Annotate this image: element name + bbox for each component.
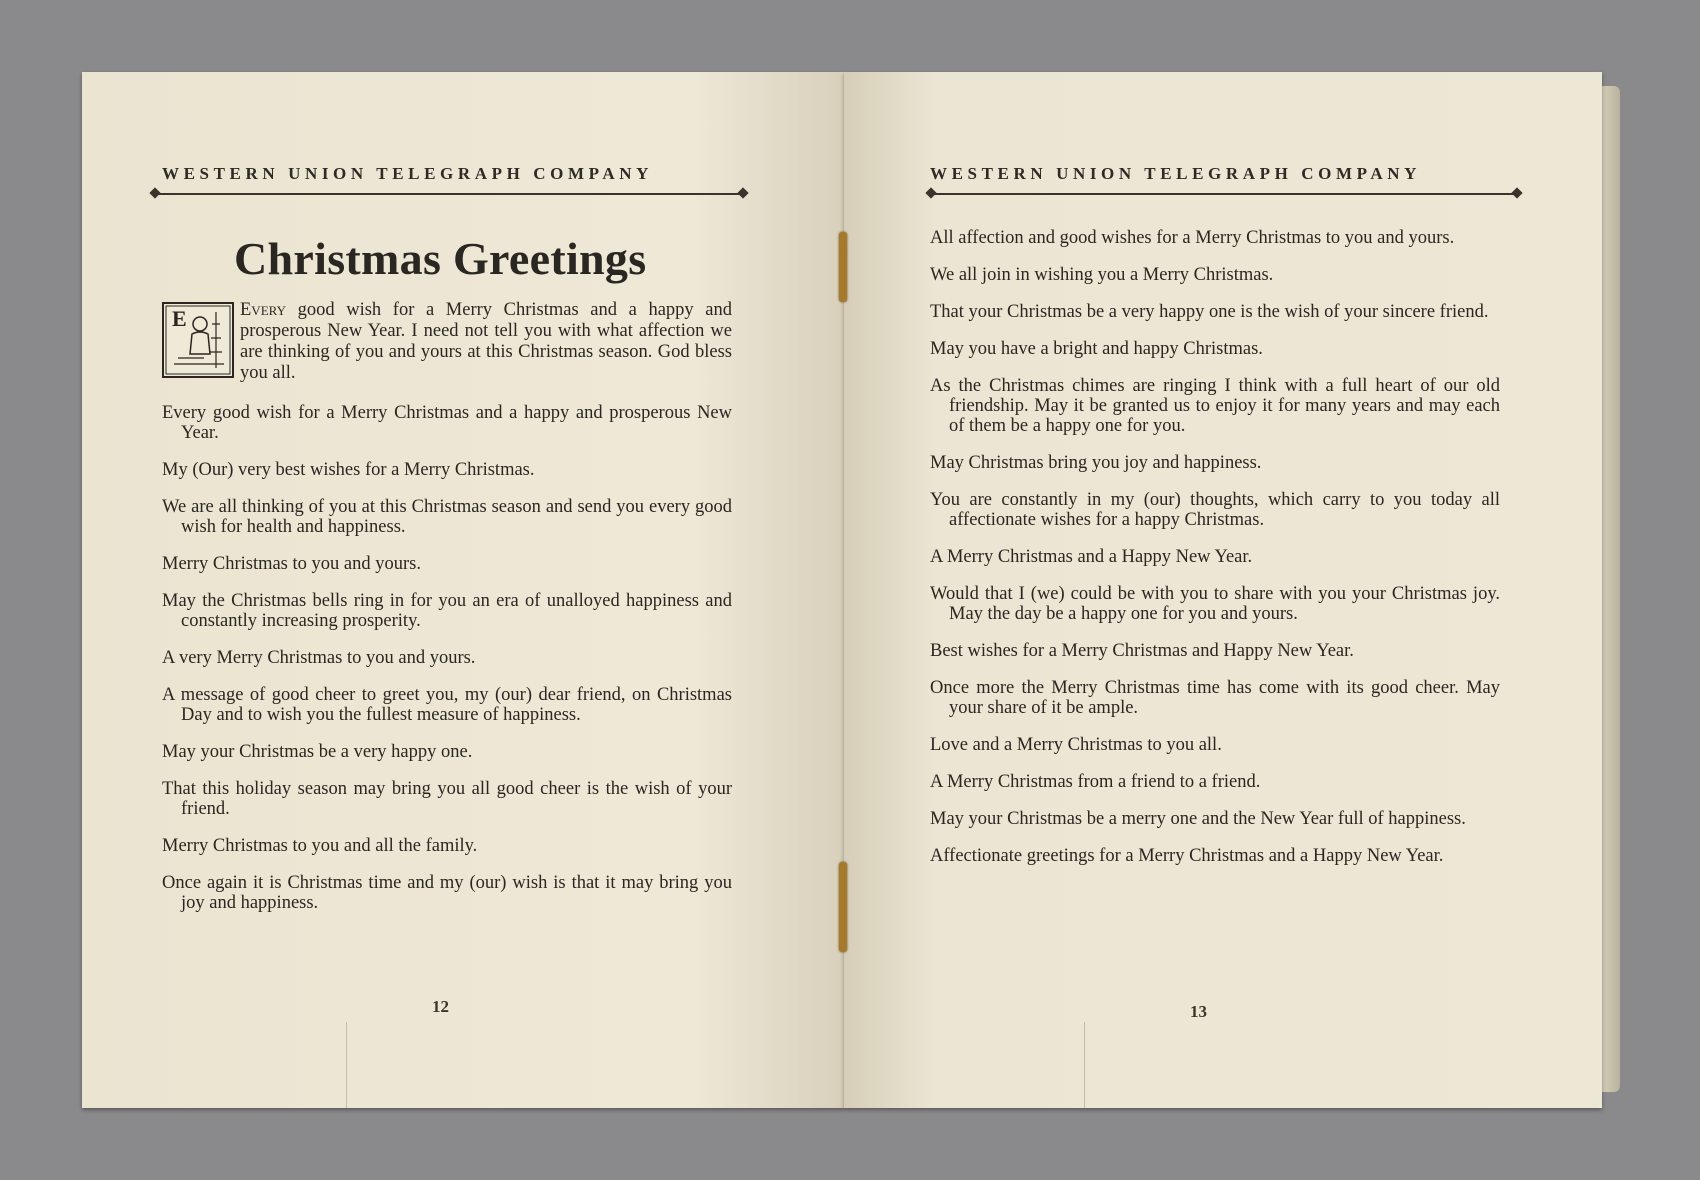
greeting-item: A Merry Christmas and a Happy New Year. <box>930 547 1253 567</box>
greeting-item: Merry Christmas to you and all the family. <box>162 836 478 856</box>
page-title: Christmas Greetings <box>234 233 647 284</box>
greeting-item: Once more the Merry Christmas time has come with its good cheer. May your share of it be ample. <box>930 678 1500 718</box>
greeting-item: A very Merry Christmas to you and yours. <box>162 648 476 668</box>
svg-text:E: E <box>172 306 187 331</box>
greeting-item: We all join in wishing you a Merry Christmas. <box>930 265 1274 285</box>
staple-bottom <box>839 862 847 952</box>
greeting-item: That this holiday season may bring you all good cheer is the wish of your friend. <box>162 779 732 819</box>
greeting-item: May Christmas bring you joy and happiness. <box>930 453 1262 473</box>
greeting-item: May the Christmas bells ring in for you an era of unalloyed happiness and constantly increasing prosperity. <box>162 591 732 631</box>
right-page <box>844 72 1602 1108</box>
greeting-item: Merry Christmas to you and yours. <box>162 554 421 574</box>
greeting-item: May your Christmas be a merry one and the New Year full of happiness. <box>930 809 1466 829</box>
greeting-item: May your Christmas be a very happy one. <box>162 742 473 762</box>
running-header: WESTERN UNION TELEGRAPH COMPANY <box>162 164 653 183</box>
greeting-item: Affectionate greetings for a Merry Christmas and a Happy New Year. <box>930 846 1444 866</box>
greetings-list <box>930 228 1500 883</box>
greeting-item: My (Our) very best wishes for a Merry Christmas. <box>162 460 535 480</box>
first-greeting-text: good wish for a Merry Christmas and a happy and prosperous New Year. I need not tell you with what affection we are thinking of you and yours at this Christmas season. God bless you all. <box>240 300 733 383</box>
header-rule <box>154 193 744 195</box>
greeting-item: That your Christmas be a very happy one is the wish of your sincere friend. <box>930 302 1489 322</box>
first-greeting <box>162 300 732 384</box>
greeting-item: A message of good cheer to greet you, my (our) dear friend, on Christmas Day and to wish you the fullest measure of happiness. <box>162 685 732 725</box>
greeting-item: May you have a bright and happy Christmas. <box>930 339 1263 359</box>
left-page <box>82 72 844 1108</box>
greeting-item: You are constantly in my (our) thoughts, which carry to you today all affectionate wishes for a happy Christmas. <box>930 490 1500 530</box>
greeting-item: We are all thinking of you at this Christmas season and send you every good wish for health and happiness. <box>162 497 732 537</box>
paper-crease <box>1084 1022 1085 1108</box>
drop-initial-word: Every <box>240 300 286 320</box>
paper-crease <box>346 1022 347 1108</box>
greeting-item: Every good wish for a Merry Christmas and a happy and prosperous New Year. <box>162 403 732 443</box>
open-booklet <box>82 72 1612 1108</box>
staple-top <box>839 232 847 302</box>
greeting-item: Would that I (we) could be with you to share with you your Christmas joy. May the day be a happy one for you and yours. <box>930 584 1500 624</box>
greetings-list <box>162 300 732 930</box>
greeting-item: A Merry Christmas from a friend to a friend. <box>930 772 1261 792</box>
greeting-item: All affection and good wishes for a Merry Christmas to you and yours. <box>930 228 1455 248</box>
page-number: 12 <box>432 997 449 1016</box>
greeting-item: Best wishes for a Merry Christmas and Happy New Year. <box>930 641 1354 661</box>
running-header: WESTERN UNION TELEGRAPH COMPANY <box>930 164 1421 183</box>
greeting-item: Once again it is Christmas time and my (our) wish is that it may bring you joy and happiness. <box>162 873 732 913</box>
greeting-item: As the Christmas chimes are ringing I think with a full heart of our old friendship. May it be granted us to enjoy it for many years and may each of them be a happy one for you. <box>930 376 1500 436</box>
header-rule <box>930 193 1518 195</box>
page-number: 13 <box>1190 1002 1207 1021</box>
decorative-initial-icon <box>162 302 234 378</box>
greeting-item: Love and a Merry Christmas to you all. <box>930 735 1222 755</box>
